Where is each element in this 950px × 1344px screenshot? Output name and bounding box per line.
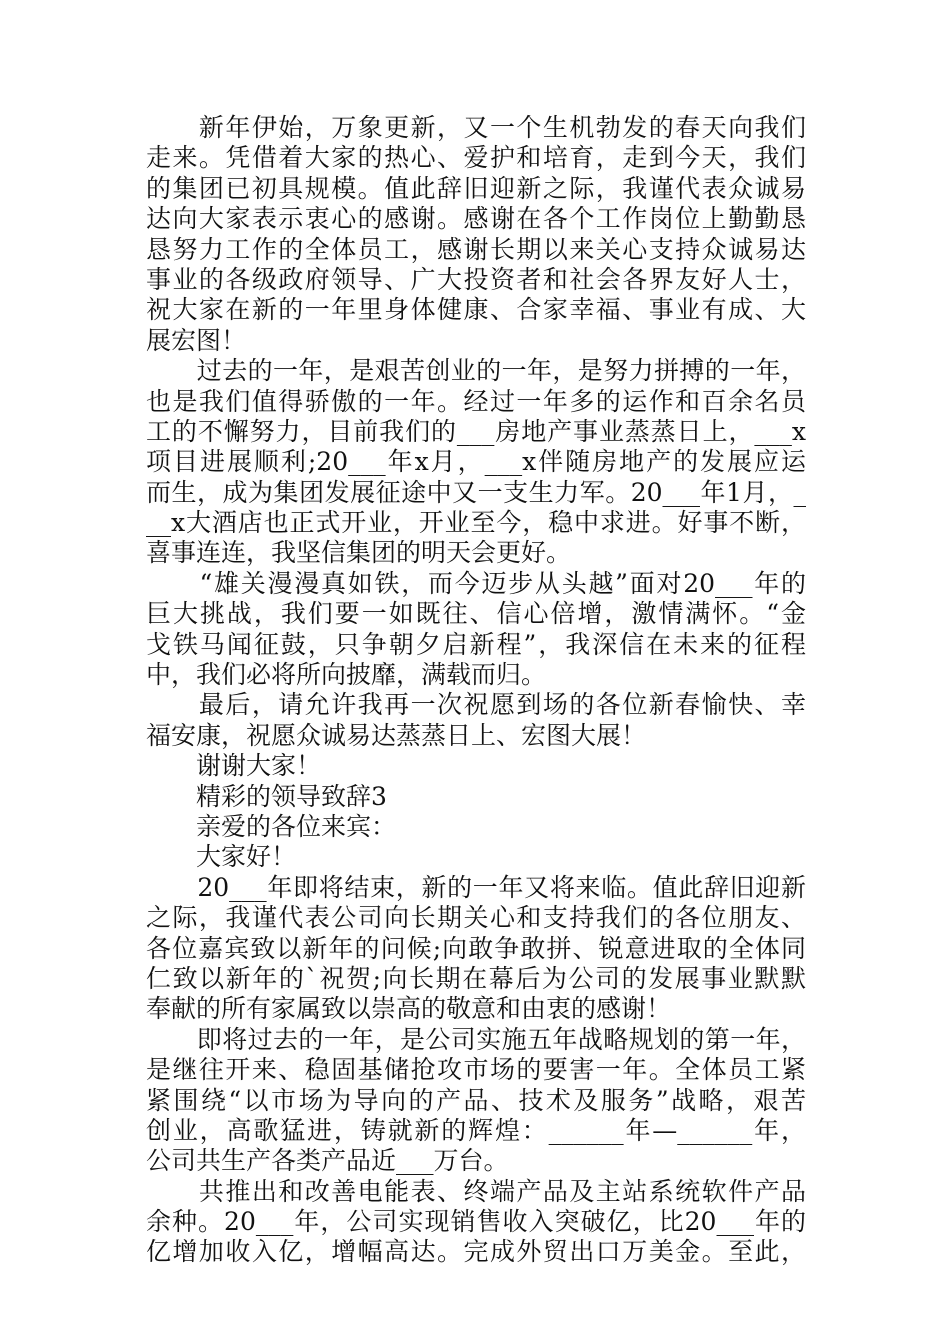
text-line: 项目进展顺利;20___年x月，___x伴随房地产的发展应运	[146, 447, 806, 477]
text-line: 即将过去的一年，是公司实施五年战略规划的第一年，	[146, 1024, 806, 1054]
text-line: 的集团已初具规模。值此辞旧迎新之际，我谨代表众诚易	[146, 173, 806, 203]
text-line: 仁致以新年的`祝贺;向长期在幕后为公司的发展事业默默	[146, 963, 806, 993]
text-line: 祝大家在新的一年里身体健康、合家幸福、事业有成、大	[146, 295, 806, 325]
text-line: 也是我们值得骄傲的一年。经过一年多的运作和百余名员	[146, 386, 806, 416]
text-line: 20___年即将结束，新的一年又将来临。值此辞旧迎新	[146, 872, 806, 902]
text-line: 精彩的领导致辞3	[146, 781, 387, 811]
text-line: 之际，我谨代表公司向长期关心和支持我们的各位朋友、	[146, 903, 806, 933]
document-body	[146, 113, 806, 1268]
text-line: 亿增加收入亿，增幅高达。完成外贸出口万美金。至此，	[146, 1237, 806, 1267]
text-line: 各位嘉宾致以新年的问候;向敢争敢拼、锐意进取的全体同	[146, 933, 806, 963]
text-line: __x大酒店也正式开业，开业至今，稳中求进。好事不断，	[146, 508, 806, 538]
text-line: 谢谢大家！	[146, 751, 322, 781]
text-line: 展宏图！	[146, 325, 247, 355]
text-line: 余种。20___年，公司实现销售收入突破亿，比20___年的	[146, 1207, 806, 1237]
text-line: 巨大挑战，我们要一如既往、信心倍增，激情满怀。“金	[146, 599, 806, 629]
text-line: 最后，请允许我再一次祝愿到场的各位新春愉快、幸	[146, 690, 806, 720]
text-line: 戈铁马闻征鼓，只争朝夕启新程”，我深信在未来的征程	[146, 629, 806, 659]
text-line: 过去的一年，是艰苦创业的一年，是努力拼搏的一年，	[146, 356, 806, 386]
text-line: 走来。凭借着大家的热心、爱护和培育，走到今天，我们	[146, 143, 806, 173]
text-line: 公司共生产各类产品近___万台。	[146, 1146, 509, 1176]
text-line: 福安康，祝愿众诚易达蒸蒸日上、宏图大展！	[146, 720, 647, 750]
text-line: 奉献的所有家属致以崇高的敬意和由衷的感谢！	[146, 994, 672, 1024]
text-line: 达向大家表示衷心的感谢。感谢在各个工作岗位上勤勤恳	[146, 204, 806, 234]
text-line: 创业，高歌猛进，铸就新的辉煌：______年—______年，	[146, 1115, 806, 1145]
text-line: 新年伊始，万象更新，又一个生机勃发的春天向我们	[146, 113, 806, 142]
text-line: 是继往开来、稳固基储抢攻市场的要害一年。全体员工紧	[146, 1055, 806, 1085]
text-line: 工的不懈努力，目前我们的___房地产事业蒸蒸日上，___x	[146, 416, 806, 446]
text-line: 共推出和改善电能表、终端产品及主站系统软件产品	[146, 1176, 806, 1206]
text-line: 恳努力工作的全体员工，感谢长期以来关心支持众诚易达	[146, 234, 806, 264]
text-line: 事业的各级政府领导、广大投资者和社会各界友好人士，	[146, 264, 806, 294]
text-line: 紧围绕“以市场为导向的产品、技术及服务”战略，艰苦	[146, 1085, 806, 1115]
text-line: “雄关漫漫真如铁，而今迈步从头越”面对20___年的	[146, 568, 806, 598]
text-line: 中，我们必将所向披靡，满载而归。	[146, 660, 547, 690]
text-line: 而生，成为集团发展征途中又一支生力军。20___年1月，_	[146, 477, 806, 507]
text-line: 喜事连连，我坚信集团的明天会更好。	[146, 538, 572, 568]
text-line: 亲爱的各位来宾：	[146, 811, 397, 841]
text-line: 大家好！	[146, 842, 297, 872]
